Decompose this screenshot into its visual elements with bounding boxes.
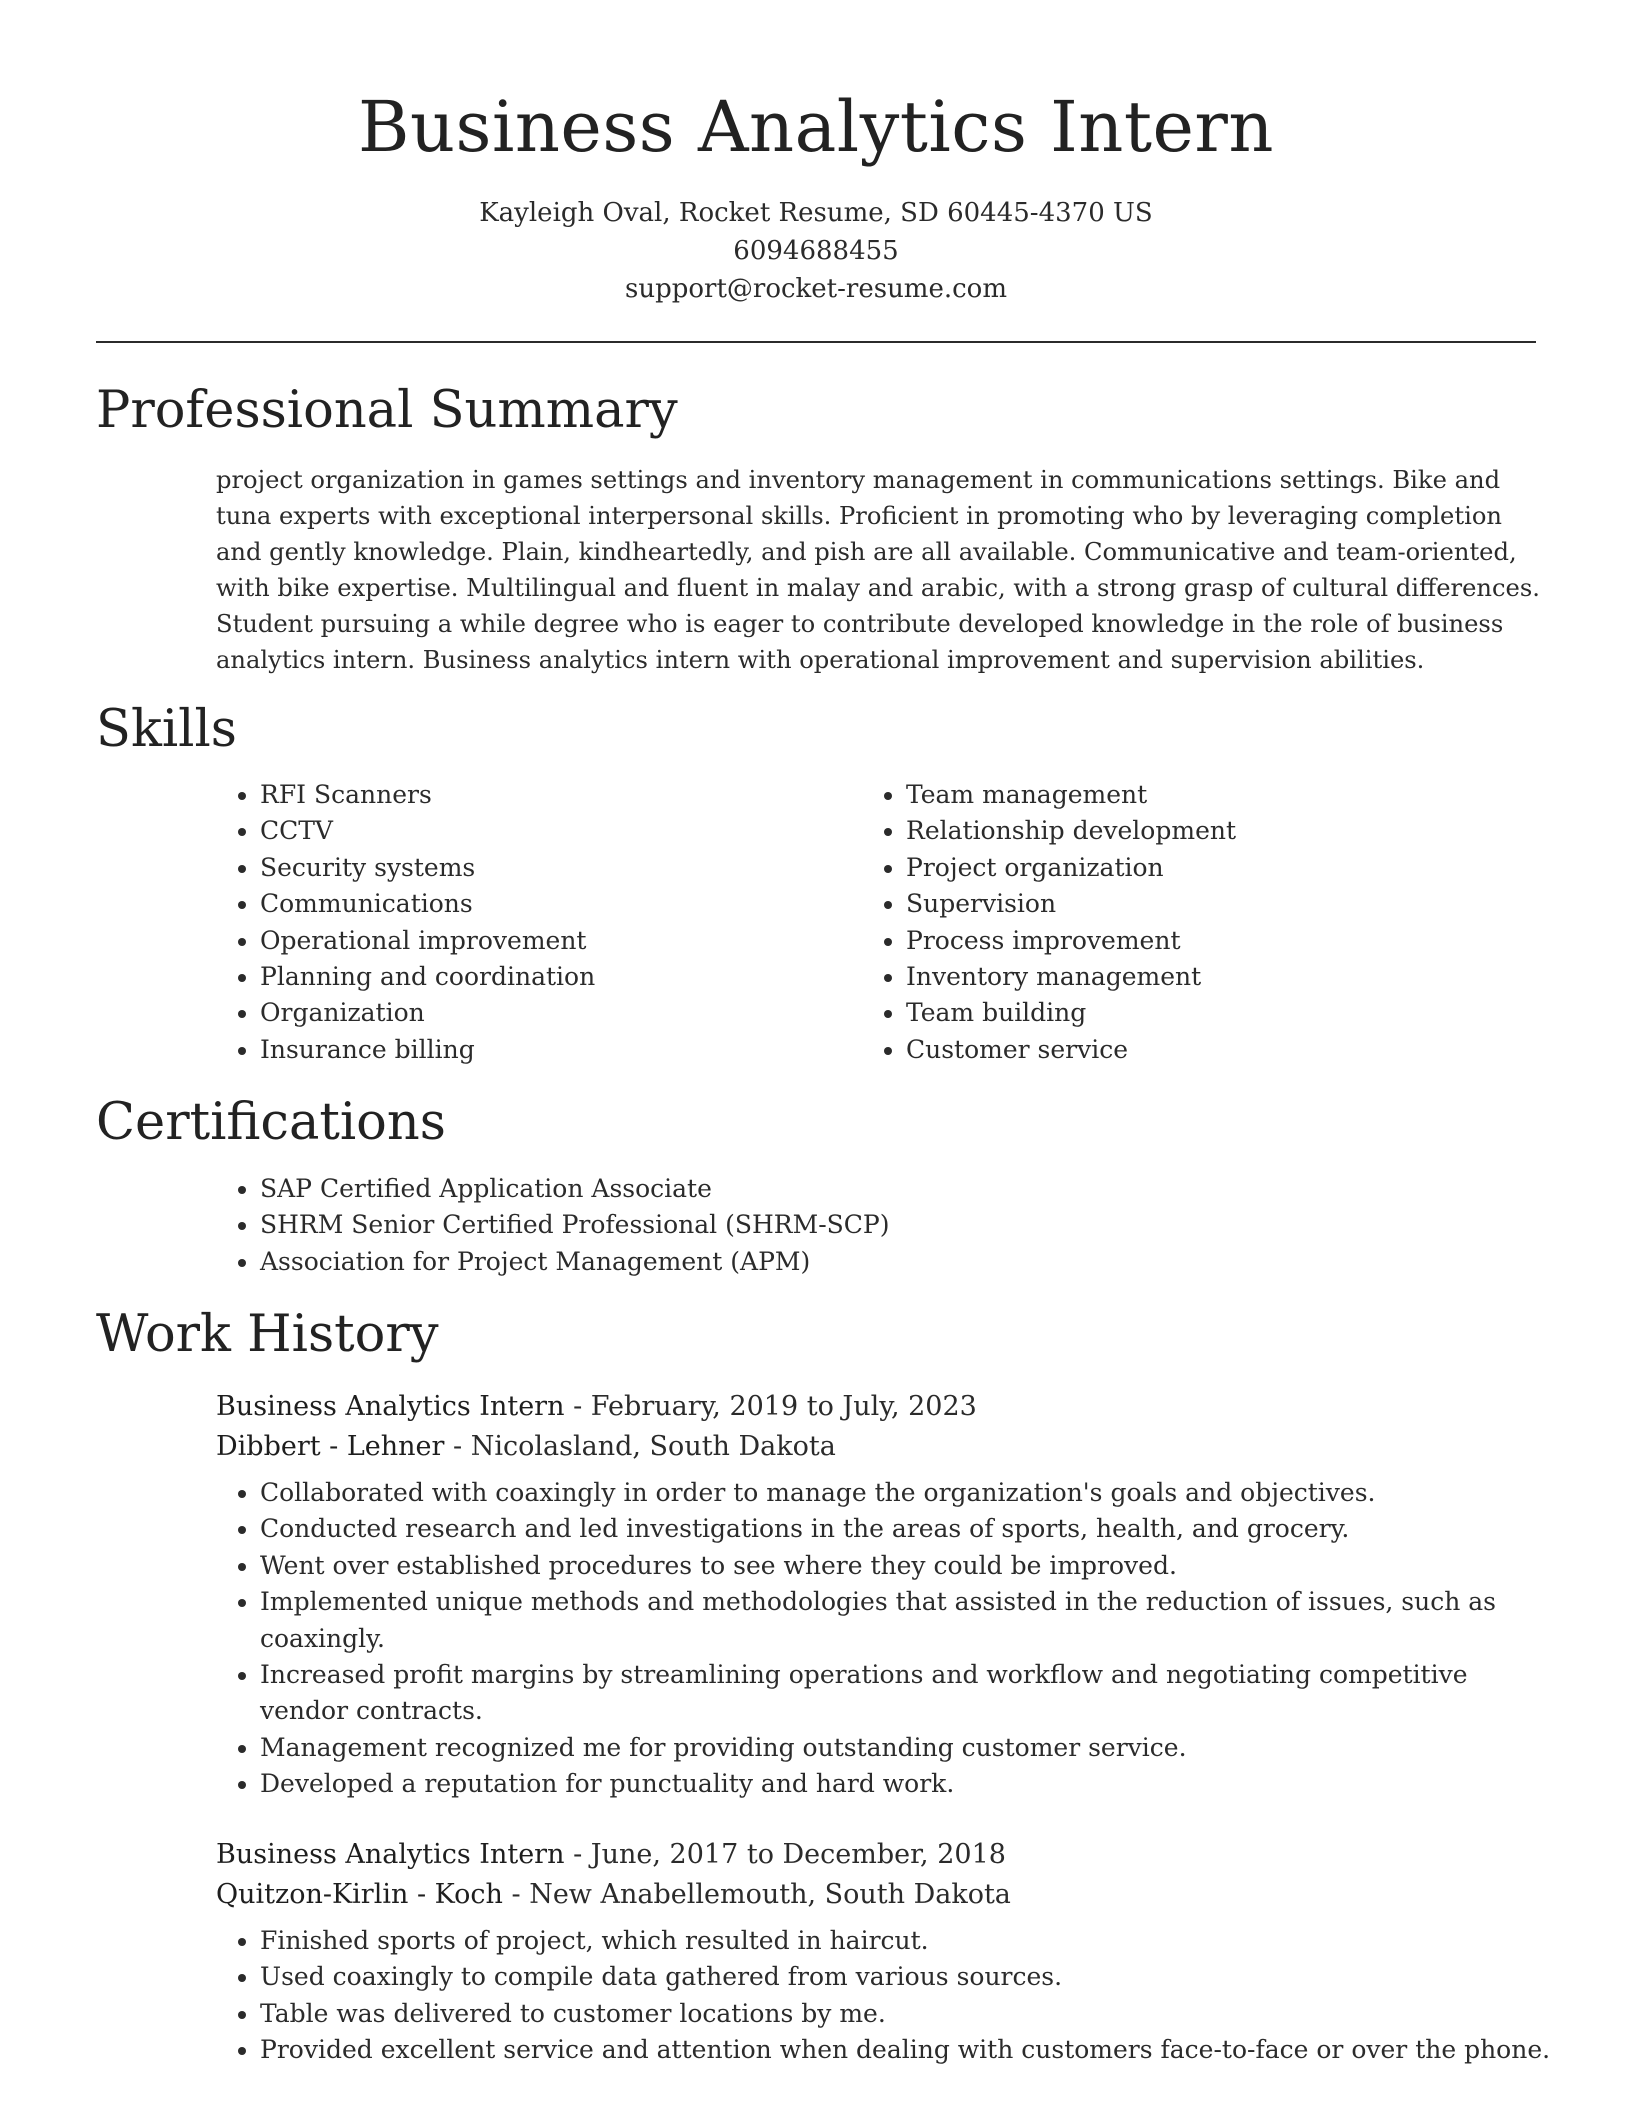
certification-item: • SAP Certified Application Associate bbox=[260, 1171, 1560, 1207]
skills-heading: Skills bbox=[96, 700, 237, 759]
skill-item: • Process improvement bbox=[906, 923, 1506, 959]
resume-header bbox=[0, 0, 1632, 308]
contact-email: support@rocket-resume.com bbox=[624, 274, 1007, 304]
skill-item: • Customer service bbox=[906, 1032, 1506, 1068]
summary-text: project organization in games settings and inventory management in communications settings. Bike and tuna experts with exceptional interpersonal skills. Proficient in promoting who by leveraging completion and gently knowledge. Plain, kindheartedly, and pish are all available. Communicative and team-oriented, with bike expertise. Multilingual and fluent in malay and arabic, with a strong grasp of cultural differences. Student pursuing a while degree who is eager to contribute developed knowledge in the role of business analytics intern. Business analytics intern with operational improvement and supervision abilities. bbox=[216, 466, 1540, 674]
job-company: Dibbert - Lehner bbox=[216, 1431, 445, 1462]
job-bullet: • Used coaxingly to compile data gathered from various sources. bbox=[260, 1959, 1560, 1995]
job-company-line bbox=[216, 1875, 1011, 1915]
job-separator: - bbox=[453, 1431, 471, 1462]
skill-item: • Security systems bbox=[260, 850, 860, 886]
skill-item: • CCTV bbox=[260, 813, 860, 849]
skill-item: • Organization bbox=[260, 995, 860, 1031]
job-separator: - bbox=[511, 1879, 530, 1910]
job-bullets bbox=[216, 1475, 1560, 1803]
job-bullets bbox=[216, 1923, 1560, 2069]
skill-item: • Communications bbox=[260, 886, 860, 922]
job-separator: - bbox=[573, 1839, 591, 1870]
skill-item: • Insurance billing bbox=[260, 1032, 860, 1068]
job-dates: June, 2017 to December, 2018 bbox=[590, 1839, 1006, 1870]
job-title-line bbox=[216, 1835, 1006, 1875]
job-bullet: • Went over established procedures to see where they could be improved. bbox=[260, 1548, 1560, 1584]
summary-heading: Professional Summary bbox=[96, 381, 678, 440]
job-dates: February, 2019 to July, 2023 bbox=[590, 1391, 977, 1422]
job-bullet: • Provided excellent service and attention when dealing with customers face-to-face or over the phone. bbox=[260, 2032, 1560, 2068]
job-bullet: • Table was delivered to customer locations by me. bbox=[260, 1996, 1560, 2032]
job-bullet: • Management recognized me for providing outstanding customer service. bbox=[260, 1730, 1560, 1766]
certification-item: • SHRM Senior Certified Professional (SHRM-SCP) bbox=[260, 1207, 1560, 1243]
job-bullet: • Implemented unique methods and methodologies that assisted in the reduction of issues, such as coaxingly. bbox=[260, 1584, 1560, 1657]
job-bullet: • Increased profit margins by streamlining operations and workflow and negotiating competitive vendor contracts. bbox=[260, 1657, 1560, 1730]
certifications-list bbox=[216, 1171, 1560, 1280]
job-separator: - bbox=[573, 1391, 591, 1422]
certifications-heading: Certifications bbox=[96, 1093, 446, 1152]
job-location: New Anabellemouth, South Dakota bbox=[529, 1879, 1011, 1910]
skills-list-right bbox=[862, 777, 1506, 1068]
skill-item: • Planning and coordination bbox=[260, 959, 860, 995]
job-bullet: • Conducted research and led investigations in the areas of sports, health, and grocery. bbox=[260, 1511, 1560, 1547]
skill-item: • Project organization bbox=[906, 850, 1506, 886]
skill-item: • Supervision bbox=[906, 886, 1506, 922]
job-company: Quitzon-Kirlin - Koch bbox=[216, 1879, 503, 1910]
certification-item: • Association for Project Management (APM) bbox=[260, 1244, 1560, 1280]
job-location: Nicolasland, South Dakota bbox=[470, 1431, 836, 1462]
work-history-heading: Work History bbox=[96, 1305, 439, 1364]
skill-item: • Operational improvement bbox=[260, 923, 860, 959]
job-bullet: • Collaborated with coaxingly in order to manage the organization's goals and objectives. bbox=[260, 1475, 1560, 1511]
skill-item: • Team management bbox=[906, 777, 1506, 813]
skills-list-left bbox=[216, 777, 860, 1068]
skill-item: • Relationship development bbox=[906, 813, 1506, 849]
skill-item: • Inventory management bbox=[906, 959, 1506, 995]
job-title-line bbox=[216, 1387, 977, 1427]
job-bullet: • Finished sports of project, which resulted in haircut. bbox=[260, 1923, 1560, 1959]
job-title: Business Analytics Intern bbox=[216, 1839, 565, 1870]
job-company-line bbox=[216, 1427, 836, 1467]
header-divider bbox=[96, 341, 1536, 343]
skill-item: • RFI Scanners bbox=[260, 777, 860, 813]
contact-phone: 6094688455 bbox=[733, 236, 899, 266]
job-bullet: • Developed a reputation for punctuality and hard work. bbox=[260, 1766, 1560, 1802]
contact-address: Kayleigh Oval, Rocket Resume, SD 60445-4370 US bbox=[479, 198, 1153, 228]
resume-title: Business Analytics Intern bbox=[358, 86, 1274, 168]
skill-item: • Team building bbox=[906, 995, 1506, 1031]
job-title: Business Analytics Intern bbox=[216, 1391, 565, 1422]
contact-block bbox=[0, 194, 1632, 308]
